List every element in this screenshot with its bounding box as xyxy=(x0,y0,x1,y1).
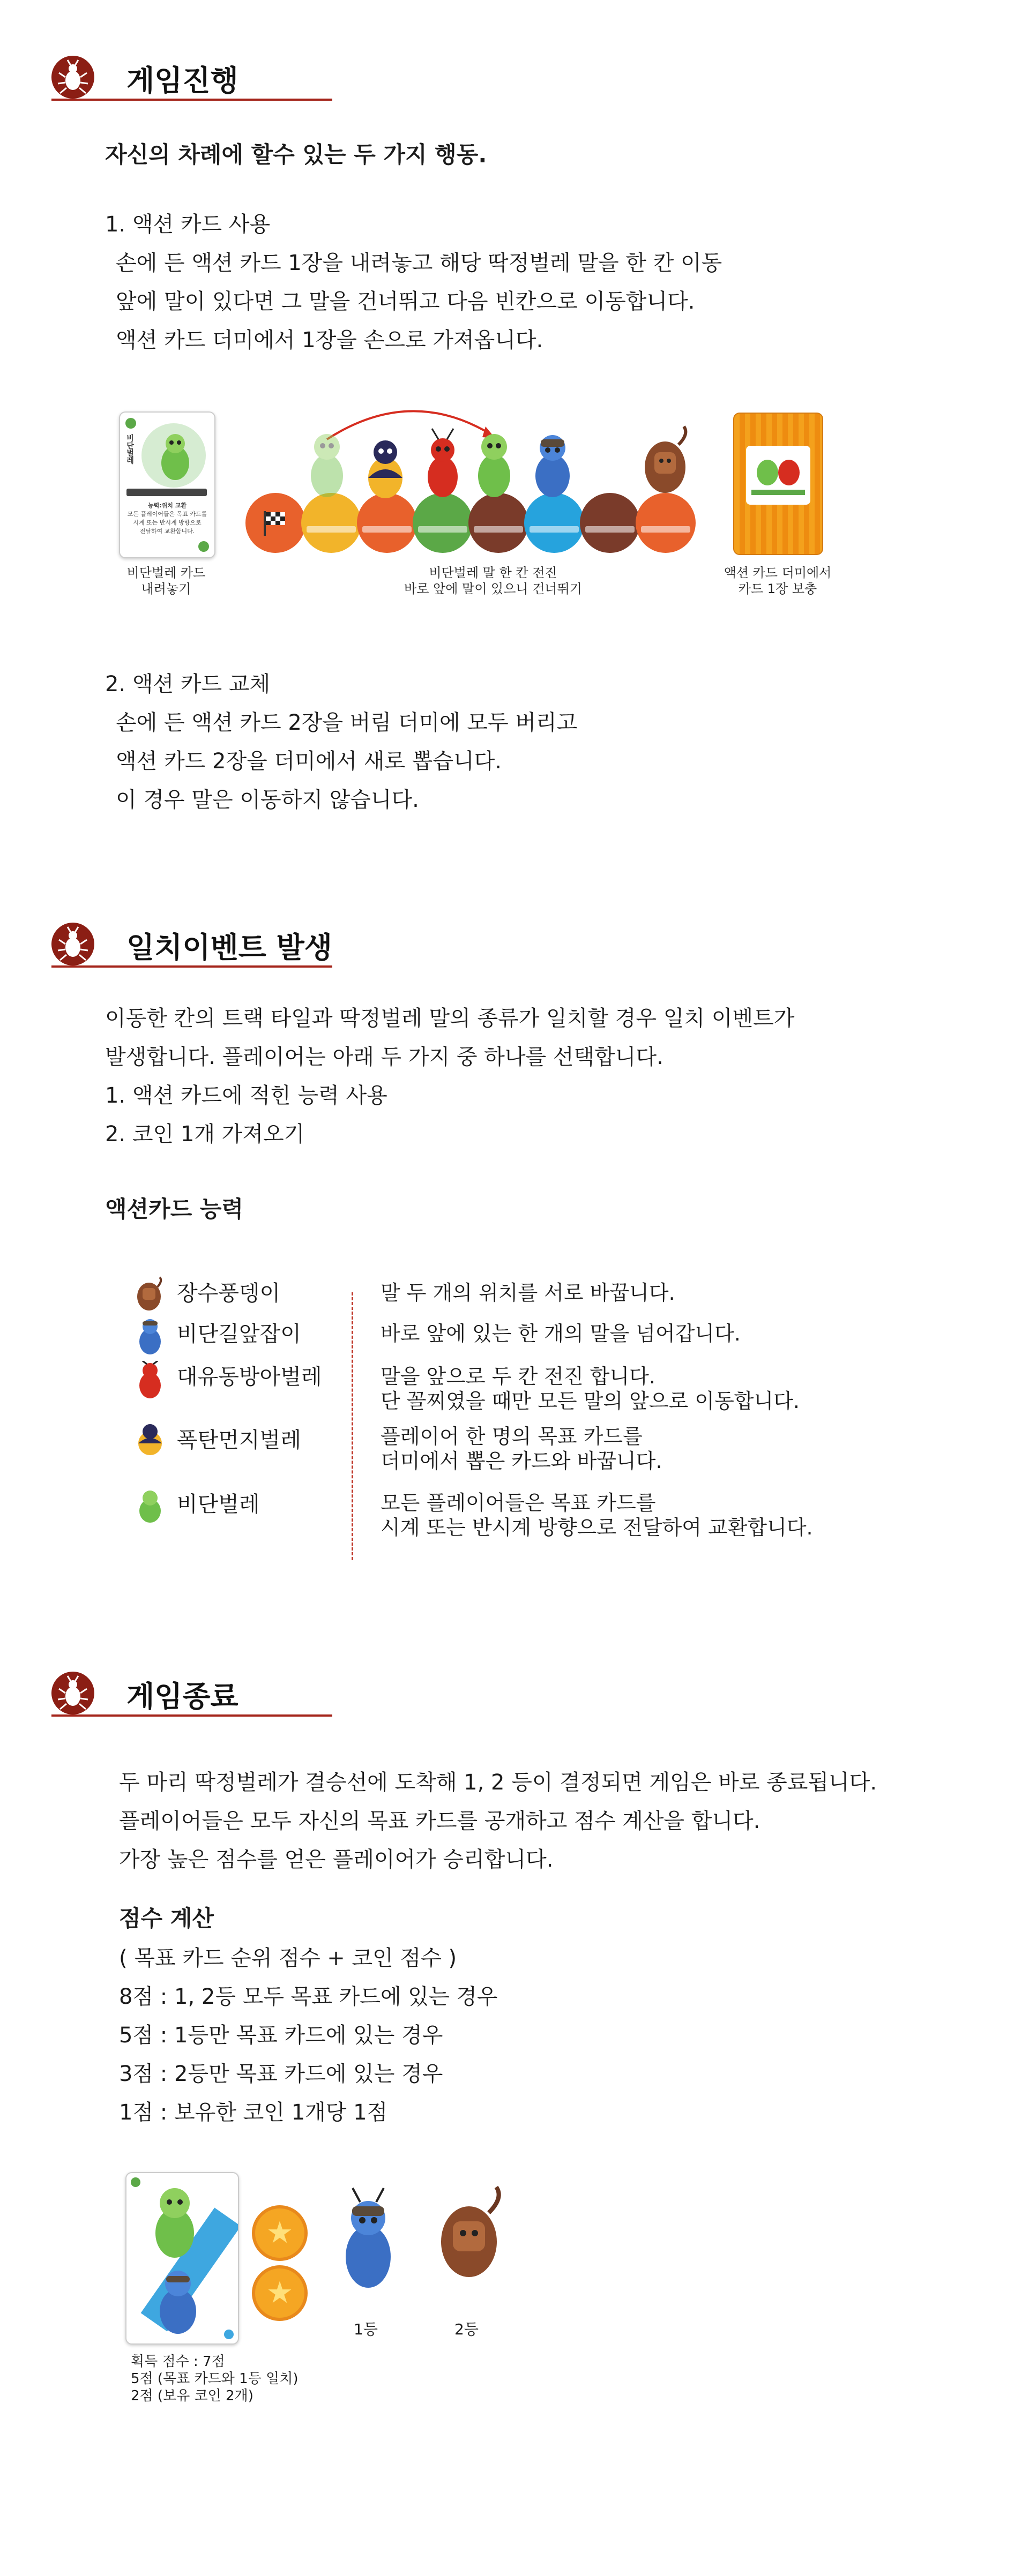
jewel-beetle-icon xyxy=(135,1488,165,1524)
jewel-beetle-ghost-icon xyxy=(300,423,354,504)
action1-line: 액션 카드 더미에서 1장을 손으로 가져옵니다. xyxy=(116,328,543,353)
match-line: 2. 코인 1개 가져오기 xyxy=(105,1122,305,1147)
deck-logo-icon xyxy=(746,446,810,505)
tile-label xyxy=(474,526,523,533)
checkered-flag-icon xyxy=(260,508,290,538)
action2-heading: 2. 액션 카드 교체 xyxy=(105,672,271,697)
progress-subtitle: 자신의 차례에 할수 있는 두 가지 행동. xyxy=(105,141,487,168)
ability-name: 비단길앞잡이 xyxy=(177,1322,301,1346)
caption-line: 액션 카드 더미에서 xyxy=(724,565,832,580)
score-line: 8점 : 1, 2등 모두 목표 카드에 있는 경우 xyxy=(119,1985,498,2009)
caption-line: 내려놓기 xyxy=(141,581,191,596)
tile-label xyxy=(585,526,635,533)
rhino-beetle-icon xyxy=(429,2184,509,2286)
action1-heading: 1. 액션 카드 사용 xyxy=(105,212,271,237)
section-title: 일치이벤트 발생 xyxy=(126,931,332,964)
ability-desc: 모든 플레이어들은 목표 카드를 xyxy=(381,1491,656,1515)
tile-label xyxy=(362,526,412,533)
bombardier-beetle-icon xyxy=(132,1422,167,1457)
tile-label xyxy=(530,526,579,533)
action1-line: 손에 든 액션 카드 1장을 내려놓고 해당 딱정벌레 말을 한 칸 이동 xyxy=(116,251,722,275)
beetle-emblem-icon xyxy=(51,1672,94,1714)
ability-name: 장수풍뎅이 xyxy=(177,1281,281,1306)
action2-line: 이 경우 말은 이동하지 않습니다. xyxy=(116,788,419,812)
coin-icon xyxy=(252,2265,308,2321)
card-text-line: 모든 플레이어들은 목표 카드를 xyxy=(127,511,207,518)
click-beetle-icon xyxy=(134,1361,166,1399)
deck-caption xyxy=(716,565,839,597)
summary-line: 획득 점수 : 7점 xyxy=(131,2354,225,2370)
card-badge-icon xyxy=(198,541,209,552)
score-line: 1점 : 보유한 코인 1개당 1점 xyxy=(119,2100,388,2125)
card-text xyxy=(125,501,209,536)
match-line: 이동한 칸의 트랙 타일과 딱정벌레 말의 종류가 일치할 경우 일치 이벤트가 xyxy=(105,1006,795,1031)
abilities-heading: 액션카드 능력 xyxy=(105,1196,244,1222)
card-badge-icon xyxy=(125,418,136,429)
tile-label xyxy=(418,526,467,533)
ability-name: 비단벌레 xyxy=(177,1492,260,1517)
rhino-beetle-icon xyxy=(133,1276,165,1312)
card-bug-silhouette xyxy=(126,489,207,496)
track-caption xyxy=(343,565,643,597)
card-badge-icon xyxy=(131,2177,140,2187)
tile-label xyxy=(641,526,690,533)
action2-line: 손에 든 액션 카드 2장을 버림 더미에 모두 버리고 xyxy=(116,710,578,735)
beetle-emblem-icon xyxy=(51,56,94,99)
tiger-beetle-icon xyxy=(146,2264,210,2339)
caption-line: 비단벌레 카드 xyxy=(126,565,206,580)
card-text-line: 능력:위치 교환 xyxy=(148,502,187,509)
rhino-beetle-icon xyxy=(636,423,695,504)
bombardier-beetle-icon xyxy=(356,429,415,504)
tiger-beetle-icon xyxy=(135,1316,165,1356)
tile-label xyxy=(307,526,356,533)
card-title: 비단벌레 xyxy=(125,434,134,464)
caption-line: 비단벌레 말 한 칸 전진 xyxy=(429,565,557,580)
end-line: 두 마리 딱정벌레가 결승선에 도착해 1, 2 등이 결정되면 게임은 바로 종료됩니다. xyxy=(119,1770,877,1795)
summary-line: 2점 (보유 코인 2개) xyxy=(131,2388,253,2404)
ability-name: 폭탄먼지벌레 xyxy=(177,1428,301,1452)
jewel-beetle-icon xyxy=(467,423,521,504)
start-tile xyxy=(245,493,305,553)
score-line: ( 목표 카드 순위 점수 + 코인 점수 ) xyxy=(119,1946,457,1971)
score-example-summary xyxy=(131,2353,298,2405)
ability-desc: 말을 앞으로 두 칸 전진 합니다. xyxy=(381,1365,655,1388)
end-line: 플레이어들은 모두 자신의 목표 카드를 공개하고 점수 계산을 합니다. xyxy=(119,1809,760,1833)
jewel-beetle-icon xyxy=(151,426,199,485)
card-badge-icon xyxy=(224,2330,234,2339)
action-card-deck xyxy=(733,413,823,555)
score-heading: 점수 계산 xyxy=(119,1905,214,1931)
ability-name: 대유동방아벌레 xyxy=(177,1365,322,1389)
score-line: 5점 : 1등만 목표 카드에 있는 경우 xyxy=(119,2023,443,2048)
match-line: 1. 액션 카드에 적힌 능력 사용 xyxy=(105,1083,387,1108)
card-text-line: 전달하여 교환합니다. xyxy=(139,528,195,535)
deck-logo xyxy=(746,446,810,505)
section-underline xyxy=(51,1714,332,1717)
track-tile xyxy=(580,493,640,553)
coin-icon xyxy=(252,2205,308,2261)
goal-card xyxy=(125,2172,239,2345)
tiger-beetle-icon xyxy=(523,418,582,504)
action1-line: 앞에 말이 있다면 그 말을 건너뛰고 다음 빈칸으로 이동합니다. xyxy=(116,289,695,314)
section-header-end xyxy=(51,1664,330,1718)
section-underline xyxy=(51,965,332,968)
caption-line: 카드 1장 보충 xyxy=(738,581,817,596)
beetle-emblem-icon xyxy=(51,923,94,965)
rank-2-label: 2등 xyxy=(454,2320,479,2338)
ability-desc: 더미에서 뽑은 카드와 바꿉니다. xyxy=(381,1449,662,1473)
tiger-beetle-icon xyxy=(333,2184,403,2296)
score-line: 3점 : 2등만 목표 카드에 있는 경우 xyxy=(119,2062,443,2086)
abilities-divider xyxy=(352,1292,353,1560)
ability-desc: 플레이어 한 명의 목표 카드를 xyxy=(381,1425,643,1448)
section-header-progress xyxy=(51,48,330,102)
action2-line: 액션 카드 2장을 더미에서 새로 뽑습니다. xyxy=(116,749,502,774)
ability-desc: 시계 또는 반시계 방향으로 전달하여 교환합니다. xyxy=(381,1516,813,1539)
caption-line: 바로 앞에 말이 있으니 건너뛰기 xyxy=(404,581,582,596)
click-beetle-icon xyxy=(416,423,469,504)
card-text-line: 시계 또는 반시계 방향으로 xyxy=(133,519,202,526)
jewel-beetle-action-card xyxy=(119,411,215,558)
rank-1-label: 1등 xyxy=(354,2320,378,2338)
jewel-beetle-icon xyxy=(143,2181,207,2261)
card-caption xyxy=(107,565,225,597)
section-underline xyxy=(51,99,332,101)
end-line: 가장 높은 점수를 얻은 플레이어가 승리합니다. xyxy=(119,1847,554,1872)
section-header-match xyxy=(51,915,330,969)
ability-desc: 바로 앞에 있는 한 개의 말을 넘어갑니다. xyxy=(381,1322,741,1345)
star-icon: ★ xyxy=(266,2215,294,2250)
ability-desc: 단 꼴찌였을 때만 모든 말의 앞으로 이동합니다. xyxy=(381,1389,800,1413)
section-title: 게임종료 xyxy=(126,1680,238,1713)
ability-desc: 말 두 개의 위치를 서로 바꿉니다. xyxy=(381,1281,675,1305)
section-title: 게임진행 xyxy=(126,64,238,98)
star-icon: ★ xyxy=(266,2275,294,2310)
summary-line: 5점 (목표 카드와 1등 일치) xyxy=(131,2371,299,2387)
match-line: 발생합니다. 플레이어는 아래 두 가지 중 하나를 선택합니다. xyxy=(105,1045,663,1069)
